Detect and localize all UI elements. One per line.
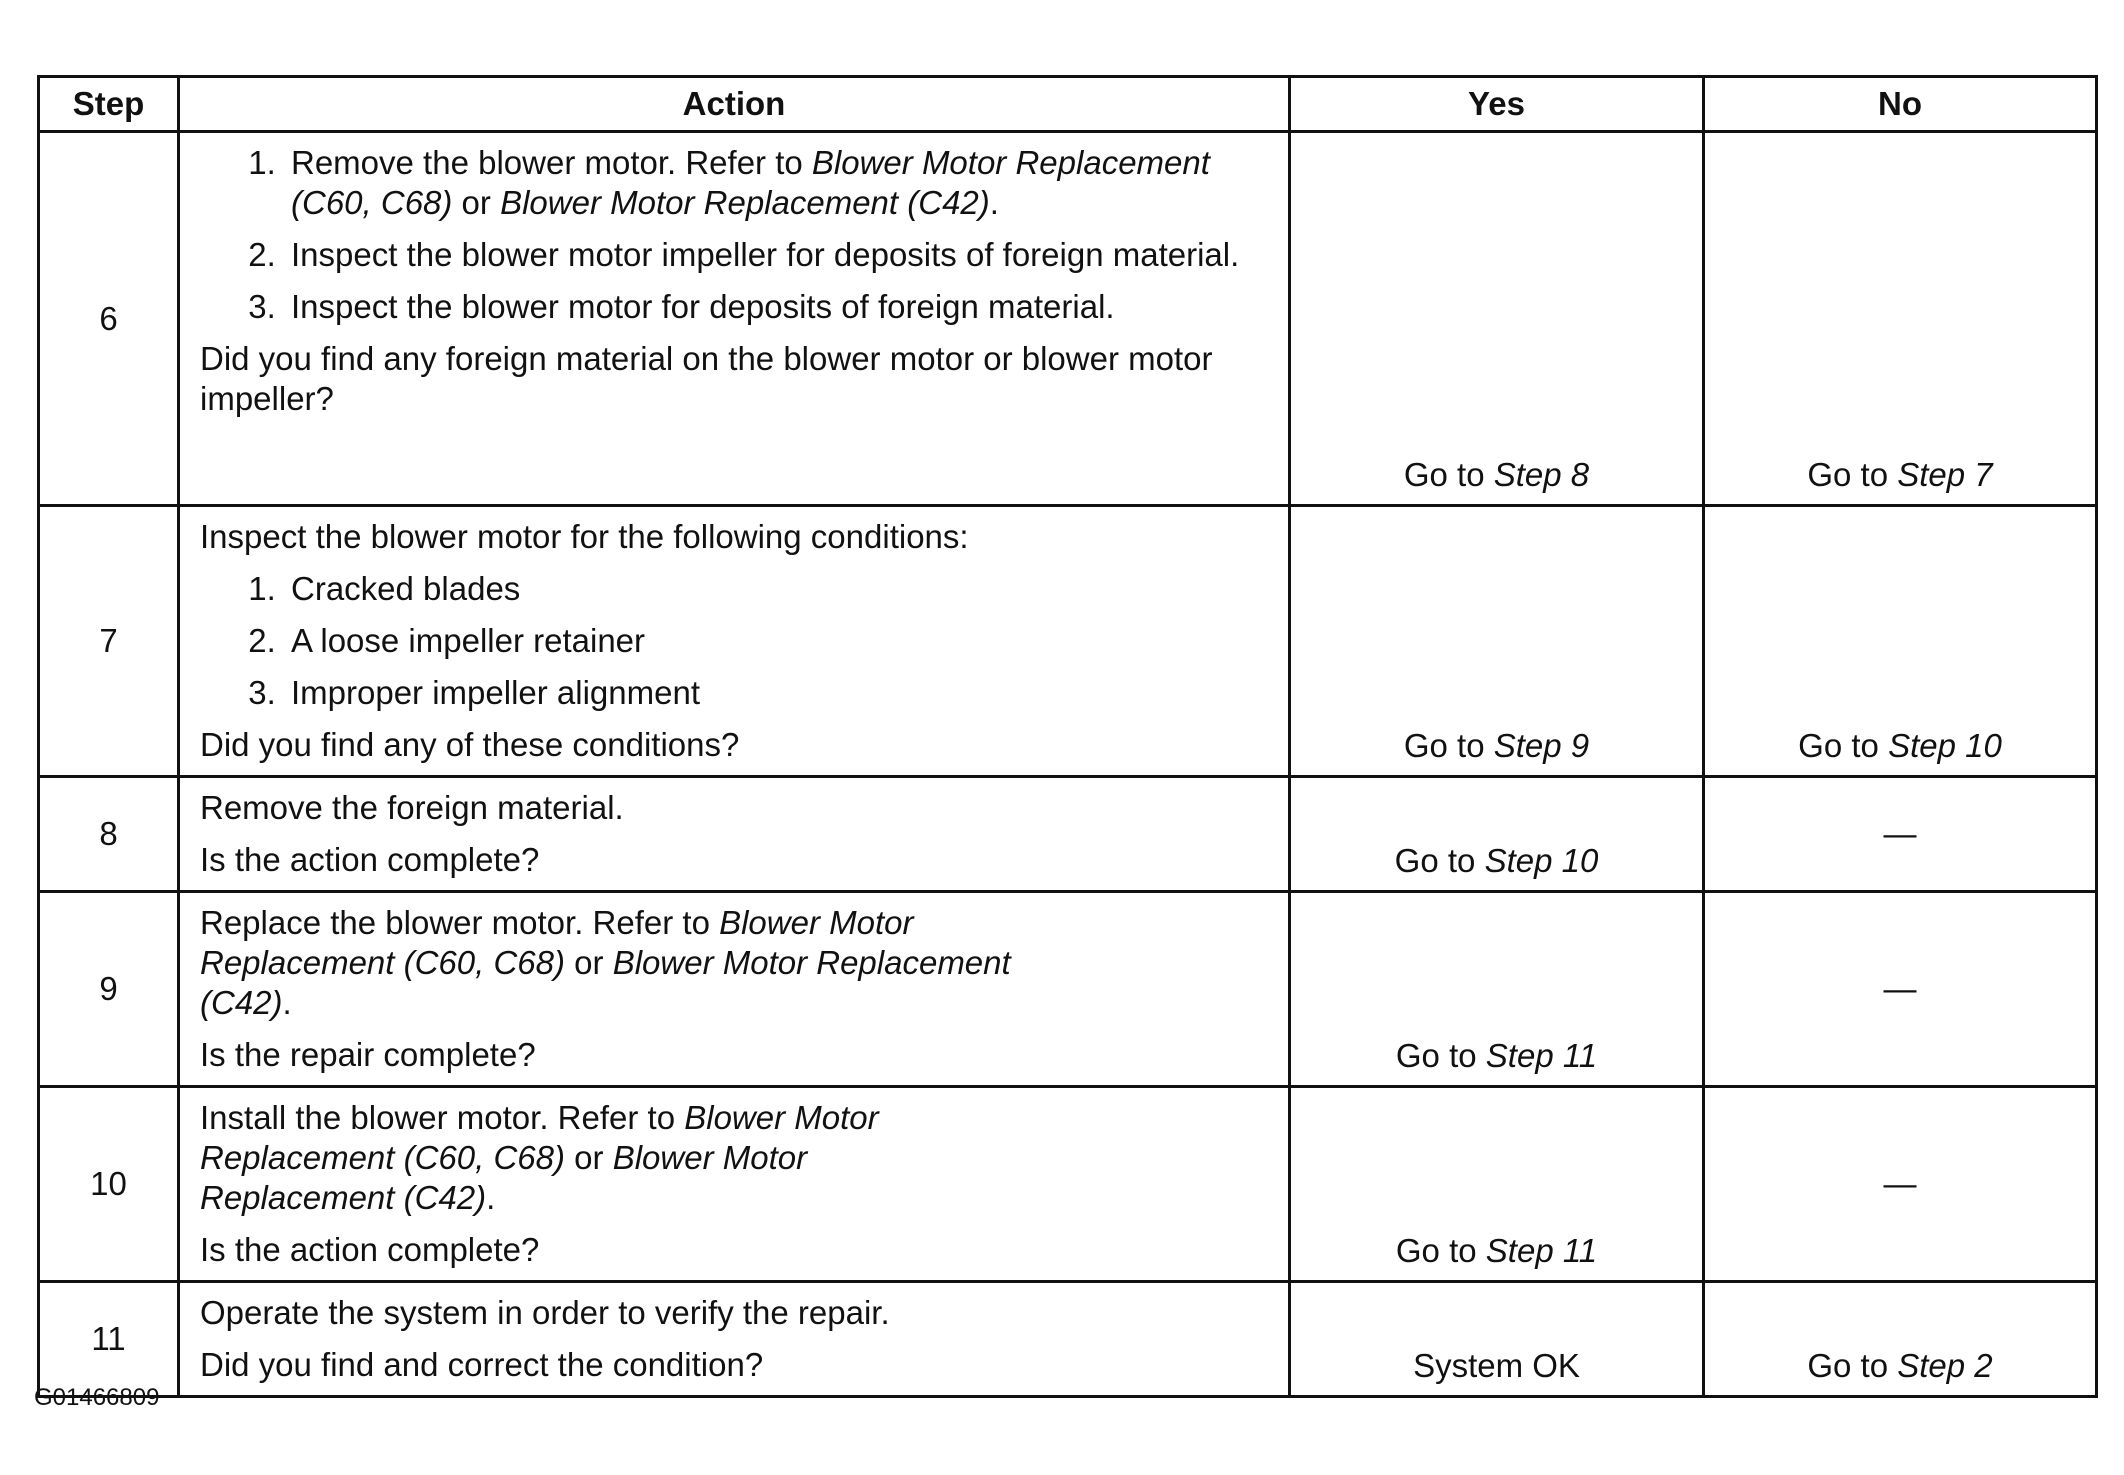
- yes-cell: Go to Step 11: [1290, 1087, 1704, 1282]
- header-row: [39, 77, 2097, 132]
- action-text: Remove the foreign material.: [200, 789, 624, 826]
- no-cell: —: [1704, 777, 2097, 892]
- list-item: 1. Remove the blower motor. Refer to Blower Motor Replacement (C60, C68) or Blower Motor Replacement (C42).: [285, 143, 1268, 223]
- action-list: [200, 569, 1268, 713]
- action-cell: [179, 1087, 1290, 1282]
- no-cell: —: [1704, 892, 2097, 1087]
- action-cell: [179, 506, 1290, 777]
- step-link[interactable]: Step 11: [1485, 1037, 1598, 1074]
- table-row-step-6: [39, 132, 2097, 506]
- action-cell: [179, 777, 1290, 892]
- table-row-step-10: [39, 1087, 2097, 1282]
- action-cell: [179, 1282, 1290, 1397]
- table-row-step-8: [39, 777, 2097, 892]
- step-number: 7: [39, 506, 179, 777]
- yes-cell: Go to Step 11: [1290, 892, 1704, 1087]
- action-cell: [179, 892, 1290, 1087]
- header-action: Action: [179, 77, 1290, 132]
- question-text: Did you find any of these conditions?: [200, 726, 740, 763]
- no-cell: Go to Step 7: [1704, 132, 2097, 506]
- manual-reference-link[interactable]: Blower Motor Replacement (C42): [200, 1139, 808, 1216]
- step-number: 6: [39, 132, 179, 506]
- step-number: 11: [39, 1282, 179, 1397]
- table-row-step-11: [39, 1282, 2097, 1397]
- manual-reference-link[interactable]: Blower Motor Replacement (C60, C68): [200, 904, 914, 981]
- no-cell: Go to Step 10: [1704, 506, 2097, 777]
- step-link[interactable]: Step 7: [1897, 456, 1993, 493]
- action-text: Install the blower motor. Refer to Blower Motor Replacement (C60, C68) or Blower Motor Replacement (C42).: [200, 1099, 879, 1216]
- action-cell: [179, 132, 1290, 506]
- header-no: No: [1704, 77, 2097, 132]
- yes-cell: Go to Step 10: [1290, 777, 1704, 892]
- yes-cell: System OK: [1290, 1282, 1704, 1397]
- question-text: Is the action complete?: [200, 1231, 540, 1268]
- list-item: 3. Inspect the blower motor for deposits of foreign material.: [285, 287, 1268, 327]
- question-text: Is the action complete?: [200, 841, 540, 878]
- step-number: 9: [39, 892, 179, 1087]
- question-text: Is the repair complete?: [200, 1036, 536, 1073]
- manual-reference-link[interactable]: Blower Motor Replacement (C42): [500, 184, 990, 221]
- manual-reference-link[interactable]: Blower Motor Replacement (C60, C68): [291, 144, 1210, 221]
- yes-cell: Go to Step 8: [1290, 132, 1704, 506]
- list-item: 1. Cracked blades: [285, 569, 1268, 609]
- action-list: [200, 143, 1268, 327]
- intro-text: Inspect the blower motor for the following conditions:: [200, 518, 969, 555]
- list-item: 2. Inspect the blower motor impeller for deposits of foreign material.: [285, 235, 1268, 275]
- step-link[interactable]: Step 9: [1493, 727, 1590, 764]
- table-row-step-9: [39, 892, 2097, 1087]
- step-link[interactable]: Step 10: [1484, 842, 1599, 879]
- action-text: Replace the blower motor. Refer to Blower Motor Replacement (C60, C68) or Blower Motor Replacement (C42).: [200, 904, 1011, 1021]
- header-step: Step: [39, 77, 179, 132]
- step-link[interactable]: Step 8: [1493, 456, 1590, 493]
- list-item: 2. A loose impeller retainer: [285, 621, 1268, 661]
- yes-cell: Go to Step 9: [1290, 506, 1704, 777]
- question-text: Did you find and correct the condition?: [200, 1346, 764, 1383]
- manual-reference-link[interactable]: Blower Motor Replacement (C60, C68): [200, 1099, 879, 1176]
- manual-reference-link[interactable]: Blower Motor Replacement (C42): [200, 944, 1011, 1021]
- step-link[interactable]: Step 10: [1888, 727, 2002, 764]
- no-cell: —: [1704, 1087, 2097, 1282]
- step-link[interactable]: Step 11: [1485, 1232, 1598, 1269]
- list-item: 3. Improper impeller alignment: [285, 673, 1268, 713]
- header-yes: Yes: [1290, 77, 1704, 132]
- action-text: Operate the system in order to verify the repair.: [200, 1294, 890, 1331]
- question-text: Did you find any foreign material on the blower motor or blower motor impeller?: [200, 340, 1213, 417]
- no-cell: Go to Step 2: [1704, 1282, 2097, 1397]
- step-number: 10: [39, 1087, 179, 1282]
- figure-id: G01466809: [34, 1384, 160, 1411]
- table-row-step-7: [39, 506, 2097, 777]
- diagnostic-table: [37, 75, 2098, 1398]
- step-link[interactable]: Step 2: [1897, 1347, 1993, 1384]
- step-number: 8: [39, 777, 179, 892]
